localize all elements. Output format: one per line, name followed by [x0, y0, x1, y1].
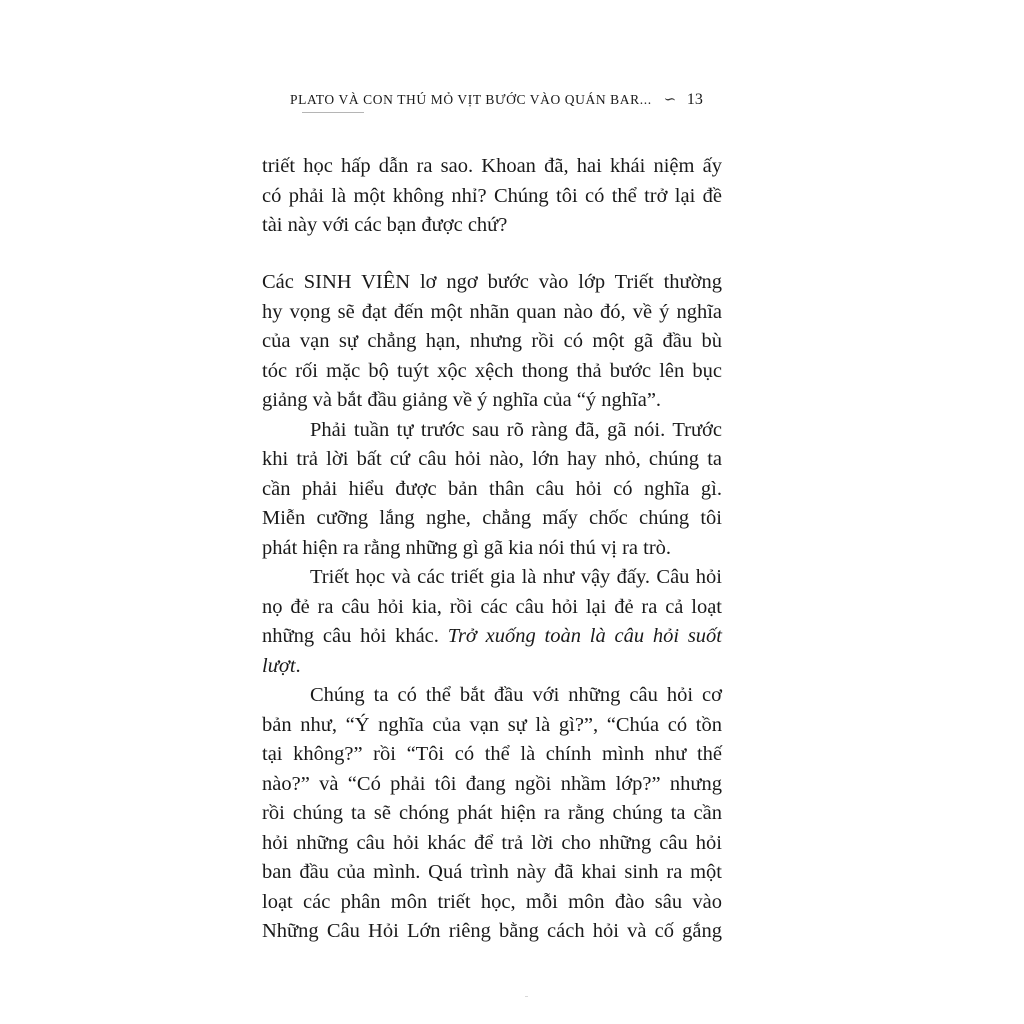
- text-line: tài này với các bạn được chứ?: [262, 214, 508, 236]
- running-header: [290, 90, 720, 109]
- text-line: tóc rối mặc bộ tuýt xộc xệch thong thả bước lên bục: [262, 359, 722, 382]
- text-line: ban đầu của mình. Quá trình này đã khai sinh ra một: [262, 861, 722, 883]
- text-line: giảng và bắt đầu giảng về ý nghĩa của “ý nghĩa”.: [262, 389, 662, 411]
- text-line: Miễn cưỡng lắng nghe, chẳng mấy chốc chúng tôi: [262, 507, 722, 529]
- text-line: tại không?” rồi “Tôi có thể là chính mình như thế: [262, 743, 722, 765]
- text-line: rồi chúng ta sẽ chóng phát hiện ra rằng chúng ta cần: [262, 802, 722, 824]
- text-line: loạt các phân môn triết học, mỗi môn đào sâu vào: [262, 890, 722, 913]
- text-line: hỏi những câu hỏi khác để trả lời cho những câu hỏi: [262, 831, 722, 854]
- text-line: nào?” và “Có phải tôi đang ngồi nhầm lớp?” nhưng: [262, 772, 722, 795]
- text-line: Phải tuần tự trước sau rõ ràng đã, gã nói. Trước: [310, 418, 722, 441]
- paper-speck: [525, 996, 528, 997]
- text-line: của vạn sự chẳng hạn, nhưng rồi có một gã đầu bù: [262, 330, 722, 352]
- text-line: Triết học và các triết gia là như vậy đấy. Câu hỏi: [310, 566, 722, 588]
- text-line: cần phải hiểu được bản thân câu hỏi có nghĩa gì.: [262, 477, 722, 500]
- text-run: những câu hỏi khác.: [262, 625, 448, 647]
- page-number: 13: [686, 91, 703, 108]
- text-line: nọ đẻ ra câu hỏi kia, rồi các câu hỏi lại đẻ ra cả loạt: [262, 595, 722, 618]
- running-header-title: PLATO VÀ CON THÚ MỎ VỊT BƯỚC VÀO QUÁN BAR...: [290, 92, 652, 107]
- header-underline: [302, 112, 364, 113]
- text-line: khi trả lời bất cứ câu hỏi nào, lớn hay nhỏ, chúng ta: [262, 448, 722, 470]
- text-line: có phải là một không nhỉ? Chúng tôi có thể trở lại đề: [262, 184, 722, 207]
- text-line: phát hiện ra rằng những gì gã kia nói thú vị ra trò.: [262, 536, 672, 559]
- italic-phrase: lượt: [262, 654, 296, 677]
- text-line: Những Câu Hỏi Lớn riêng bằng cách hỏi và cố gắng: [262, 920, 722, 942]
- text-line-mixed: [262, 622, 722, 652]
- paragraph-continued: [262, 152, 722, 241]
- text-run: .: [295, 654, 301, 677]
- text-line: hy vọng sẽ đạt đến một nhãn quan nào đó, về ý nghĩa: [262, 300, 722, 323]
- text-line: triết học hấp dẫn ra sao. Khoan đã, hai khái niệm ấy: [262, 155, 722, 177]
- italic-phrase: Trở xuống toàn là câu hỏi suốt: [447, 625, 722, 647]
- text-line-mixed: [262, 652, 722, 682]
- ornament-icon: ∽: [663, 92, 677, 108]
- text-line: Chúng ta có thể bắt đầu với những câu hỏi cơ: [310, 684, 722, 706]
- section-body: [262, 268, 722, 947]
- text-line: bản như, “Ý nghĩa của vạn sự là gì?”, “Chúa có tồn: [262, 713, 722, 736]
- text-line: Các SINH VIÊN lơ ngơ bước vào lớp Triết thường: [262, 271, 722, 293]
